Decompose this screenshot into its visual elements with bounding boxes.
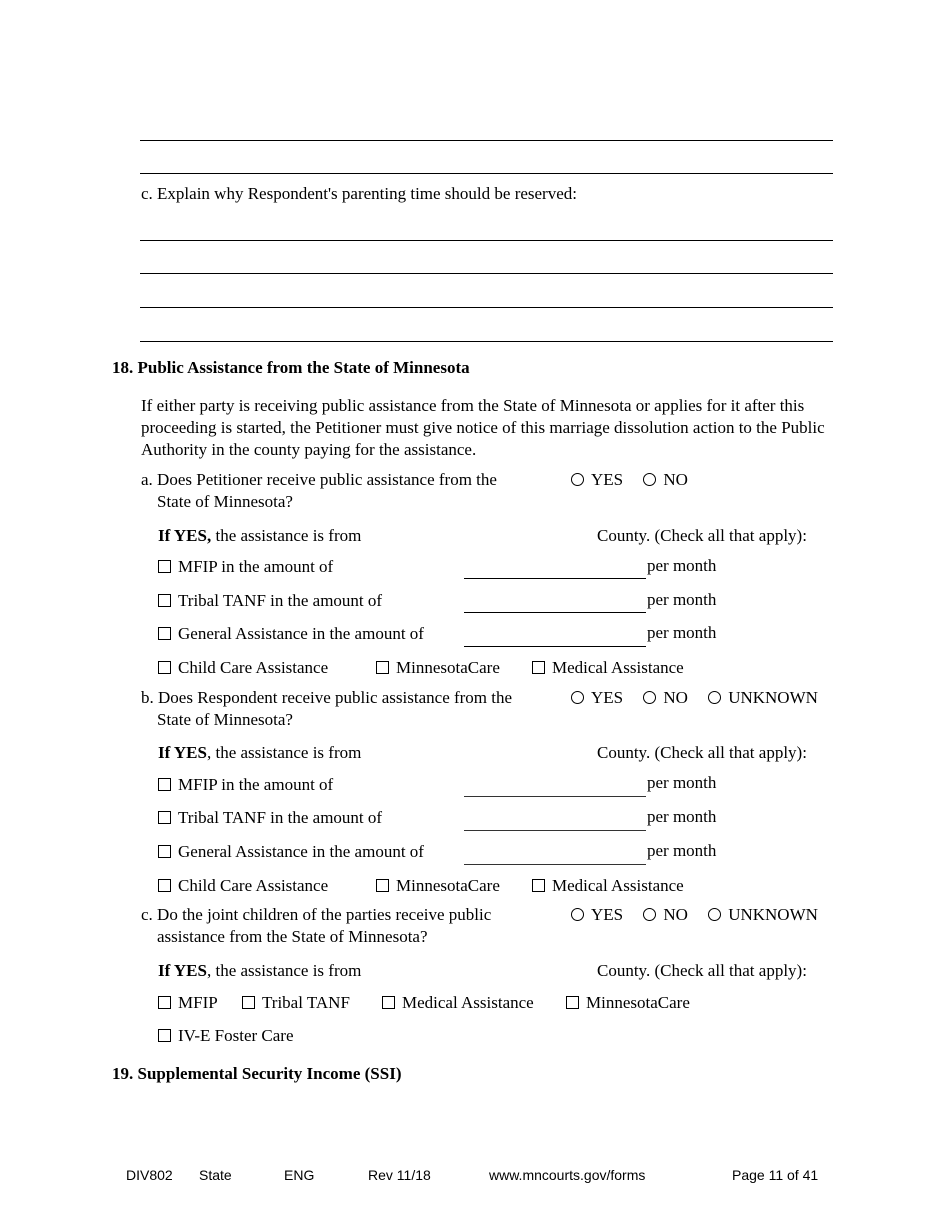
answer-line[interactable] — [140, 173, 833, 174]
checkbox-18a-child-care[interactable]: Child Care Assistance — [158, 657, 328, 679]
checkbox-icon — [566, 996, 579, 1009]
checkbox-18a-medical[interactable]: Medical Assistance — [532, 657, 684, 679]
answer-line[interactable] — [140, 341, 833, 342]
radio-18a-yes[interactable]: YES — [571, 470, 623, 489]
question-18a-line2: State of Minnesota? — [157, 492, 293, 511]
checkbox-18c-medical[interactable]: Medical Assistance — [382, 992, 534, 1014]
radio-circle-icon — [571, 691, 584, 704]
radio-18c-unknown[interactable]: UNKNOWN — [708, 905, 818, 924]
checkbox-18c-minnesotacare[interactable]: MinnesotaCare — [566, 992, 690, 1014]
checkbox-icon — [158, 811, 171, 824]
radio-circle-icon — [643, 473, 656, 486]
radio-18c-no[interactable]: NO — [643, 905, 688, 924]
checkbox-icon — [158, 661, 171, 674]
checkbox-icon — [158, 996, 171, 1009]
checkbox-18a-mfip[interactable]: MFIP in the amount of — [158, 556, 333, 578]
radio-circle-icon — [571, 473, 584, 486]
county-label-18c: County. (Check all that apply): — [597, 961, 807, 980]
if-yes-18a: If YES, the assistance is from — [158, 526, 362, 545]
amount-field-18b-mfip[interactable] — [464, 796, 646, 797]
section-19-heading: 19. Supplemental Security Income (SSI) — [112, 1064, 402, 1083]
footer-language: ENG — [284, 1167, 315, 1183]
checkbox-18b-ga[interactable]: General Assistance in the amount of — [158, 841, 424, 863]
checkbox-icon — [376, 661, 389, 674]
amount-field-18b-ga[interactable] — [464, 864, 646, 865]
county-label-18b: County. (Check all that apply): — [597, 743, 807, 762]
checkbox-icon — [376, 879, 389, 892]
question-18b-line2: State of Minnesota? — [157, 710, 293, 729]
radio-18b-yes[interactable]: YES — [571, 688, 623, 707]
radio-circle-icon — [708, 691, 721, 704]
checkbox-icon — [158, 594, 171, 607]
question-18c-line1: c. Do the joint children of the parties receive public — [141, 905, 492, 924]
per-month-label: per month — [647, 556, 717, 575]
answer-line[interactable] — [140, 273, 833, 274]
question-18c — [141, 904, 491, 948]
answer-line[interactable] — [140, 307, 833, 308]
checkbox-18b-child-care[interactable]: Child Care Assistance — [158, 875, 328, 897]
county-label-18a: County. (Check all that apply): — [597, 526, 807, 545]
checkbox-icon — [532, 879, 545, 892]
checkbox-18a-ga[interactable]: General Assistance in the amount of — [158, 623, 424, 645]
checkbox-icon — [382, 996, 395, 1009]
answer-line[interactable] — [140, 240, 833, 241]
question-18a-line1: a. Does Petitioner receive public assistance from the — [141, 470, 497, 489]
per-month-label: per month — [647, 623, 717, 642]
checkbox-18b-minnesotacare[interactable]: MinnesotaCare — [376, 875, 500, 897]
radio-group-18b — [571, 687, 818, 709]
answer-line[interactable] — [140, 140, 833, 141]
amount-field-18a-mfip[interactable] — [464, 578, 646, 579]
radio-circle-icon — [708, 908, 721, 921]
per-month-label: per month — [647, 807, 717, 826]
footer-form-id: DIV802 — [126, 1167, 173, 1183]
radio-18b-no[interactable]: NO — [643, 688, 688, 707]
checkbox-icon — [158, 778, 171, 791]
checkbox-18c-mfip[interactable]: MFIP — [158, 992, 218, 1014]
checkbox-18a-tanf[interactable]: Tribal TANF in the amount of — [158, 590, 382, 612]
checkbox-icon — [158, 1029, 171, 1042]
checkbox-18c-foster[interactable]: IV-E Foster Care — [158, 1025, 294, 1047]
question-18a — [141, 469, 497, 513]
radio-18b-unknown[interactable]: UNKNOWN — [708, 688, 818, 707]
if-yes-18c: If YES, the assistance is from — [158, 961, 362, 980]
radio-group-18c — [571, 904, 818, 926]
checkbox-icon — [158, 560, 171, 573]
footer-page-number: Page 11 of 41 — [732, 1167, 819, 1183]
radio-circle-icon — [643, 691, 656, 704]
section-18-heading: 18. Public Assistance from the State of Minnesota — [112, 358, 470, 377]
question-18c-line2: assistance from the State of Minnesota? — [157, 927, 428, 946]
amount-field-18a-tanf[interactable] — [464, 612, 646, 613]
radio-circle-icon — [643, 908, 656, 921]
checkbox-icon — [242, 996, 255, 1009]
checkbox-18a-minnesotacare[interactable]: MinnesotaCare — [376, 657, 500, 679]
footer-level: State — [199, 1167, 232, 1183]
checkbox-18c-tanf[interactable]: Tribal TANF — [242, 992, 350, 1014]
footer-revision: Rev 11/18 — [368, 1167, 431, 1183]
if-yes-18b: If YES, the assistance is from — [158, 743, 362, 762]
section-18-intro: If either party is receiving public assistance from the State of Minnesota or applies for it after this proceeding is started, the Petitioner must give notice of this marriage dissolution action to the Public Authority in the county paying for the assistance. — [141, 396, 825, 459]
checkbox-icon — [158, 845, 171, 858]
radio-circle-icon — [571, 908, 584, 921]
checkbox-icon — [532, 661, 545, 674]
amount-field-18a-ga[interactable] — [464, 646, 646, 647]
per-month-label: per month — [647, 590, 717, 609]
footer-url: www.mncourts.gov/forms — [489, 1167, 646, 1183]
radio-group-18a — [571, 469, 704, 491]
radio-18a-no[interactable]: NO — [643, 470, 688, 489]
radio-18c-yes[interactable]: YES — [571, 905, 623, 924]
per-month-label: per month — [647, 773, 717, 792]
amount-field-18b-tanf[interactable] — [464, 830, 646, 831]
checkbox-icon — [158, 627, 171, 640]
checkbox-18b-mfip[interactable]: MFIP in the amount of — [158, 774, 333, 796]
checkbox-icon — [158, 879, 171, 892]
question-18b — [141, 687, 512, 731]
per-month-label: per month — [647, 841, 717, 860]
checkbox-18b-medical[interactable]: Medical Assistance — [532, 875, 684, 897]
checkbox-18b-tanf[interactable]: Tribal TANF in the amount of — [158, 807, 382, 829]
section-17c-label: c. Explain why Respondent's parenting time should be reserved: — [141, 184, 577, 203]
question-18b-line1: b. Does Respondent receive public assistance from the — [141, 688, 513, 707]
